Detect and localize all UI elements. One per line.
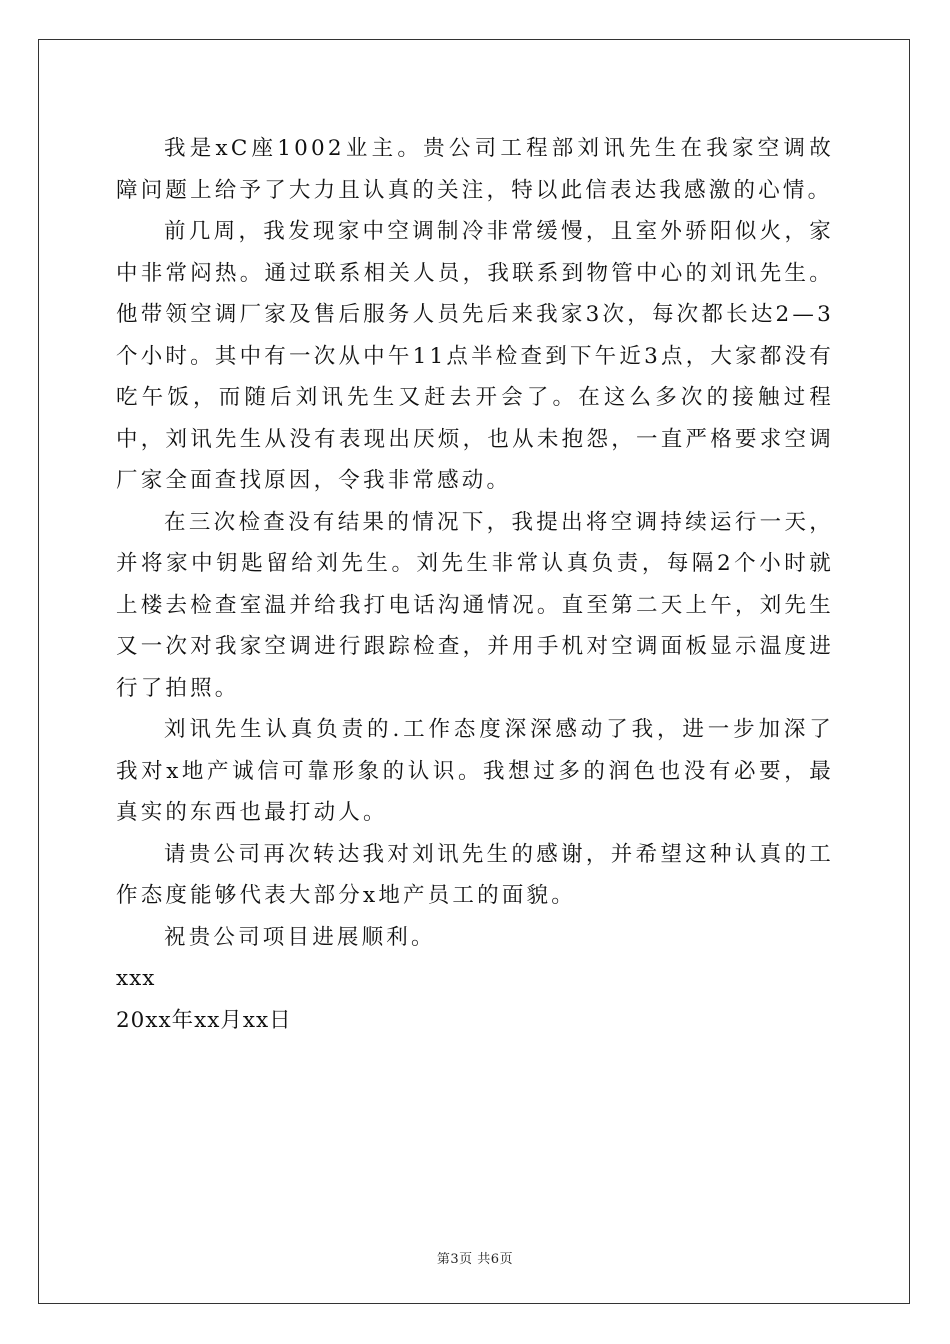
letter-body xyxy=(116,128,834,1041)
paragraph-intro: 我是xC座1002业主。贵公司工程部刘讯先生在我家空调故障问题上给予了大力且认真的关注，特以此信表达我感激的心情。 xyxy=(116,136,834,203)
paragraph-praise: 刘讯先生认真负责的.工作态度深深感动了我，进一步加深了我对x地产诚信可靠形象的认识。我想过多的润色也没有必要，最真实的东西也最打动人。 xyxy=(116,717,834,825)
signature: xxx xyxy=(116,966,156,991)
paragraph-inspection: 在三次检查没有结果的情况下，我提出将空调持续运行一天，并将家中钥匙留给刘先生。刘先生非常认真负责，每隔2个小时就上楼去检查室温并给我打电话沟通情况。直至第二天上午，刘先生又一次对我家空调进行跟踪检查，并用手机对空调面板显示温度进行了拍照。 xyxy=(116,509,834,701)
paragraph-request: 请贵公司再次转达我对刘讯先生的感谢，并希望这种认真的工作态度能够代表大部分x地产员工的面貌。 xyxy=(116,841,834,908)
letter-date: 20xx年xx月xx日 xyxy=(116,1007,292,1033)
paragraph-closing: 祝贵公司项目进展顺利。 xyxy=(164,924,436,950)
page-number: 第3页 共6页 xyxy=(436,1252,514,1267)
paragraph-story: 前几周，我发现家中空调制冷非常缓慢，且室外骄阳似火，家中非常闷热。通过联系相关人员，我联系到物管中心的刘讯先生。他带领空调厂家及售后服务人员先后来我家3次，每次都长达2—3个小时。其中有一次从中午11点半检查到下午近3点，大家都没有吃午饭，而随后刘讯先生又赶去开会了。在这么多次的接触过程中，刘讯先生从没有表现出厌烦，也从未抱怨，一直严格要求空调厂家全面查找原因，令我非常感动。 xyxy=(116,219,834,493)
